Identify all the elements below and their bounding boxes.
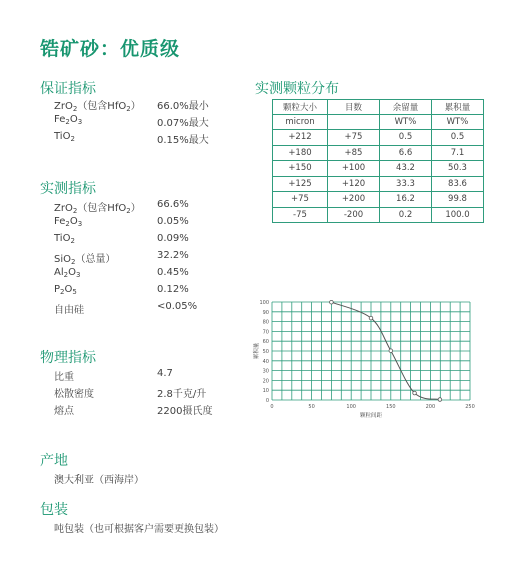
table-cell: -75 <box>273 207 328 223</box>
table-cell: 7.1 <box>432 145 484 161</box>
label-part: TiO <box>54 233 71 244</box>
table-row <box>273 161 484 177</box>
measured-value: <0.05% <box>157 301 198 312</box>
packaging-heading: 包装 <box>40 502 68 518</box>
table-cell: 43.2 <box>380 161 432 177</box>
label-part: O <box>68 267 76 278</box>
physical-label <box>54 402 74 417</box>
table-cell: +85 <box>328 145 380 161</box>
label-subscript: 3 <box>77 220 83 228</box>
data-point <box>330 300 334 304</box>
x-tick-label: 50 <box>308 404 315 410</box>
label-subscript: 2 <box>60 288 65 296</box>
table-row <box>273 145 484 161</box>
table-cell: 99.8 <box>432 192 484 208</box>
table-cell: +100 <box>328 161 380 177</box>
guarantee-label <box>54 97 141 112</box>
label-subscript: 2 <box>126 207 131 215</box>
table-cell: +180 <box>273 145 328 161</box>
label-part: 自由硅 <box>54 305 84 316</box>
x-tick-label: 0 <box>270 404 274 410</box>
label-subscript: 2 <box>65 220 70 228</box>
table-cell: 0.2 <box>380 207 432 223</box>
measured-value: 0.05% <box>157 216 189 227</box>
table-header-cell <box>328 115 380 130</box>
guarantee-row <box>54 114 254 128</box>
label-part: （包含HfO <box>77 203 127 214</box>
label-part: （包含HfO <box>77 101 127 112</box>
page-title: 锆矿砂：优质级 <box>40 38 181 60</box>
table-cell: 33.3 <box>380 176 432 192</box>
y-tick-label: 90 <box>262 309 269 316</box>
x-tick-label: 200 <box>425 404 436 410</box>
table-header-cell: 累积量 <box>432 100 484 115</box>
label-part: ） <box>130 101 141 112</box>
label-subscript: 2 <box>70 135 75 143</box>
label-subscript: 2 <box>72 105 78 113</box>
label-part: SiO <box>54 254 71 265</box>
table-cell: -200 <box>328 207 380 223</box>
y-tick-label: 70 <box>262 329 269 336</box>
y-tick-label: 40 <box>262 358 269 365</box>
table-cell: +150 <box>273 161 328 177</box>
table-cell: 6.6 <box>380 145 432 161</box>
label-part: （总量） <box>75 254 116 265</box>
x-tick-label: 150 <box>386 404 396 410</box>
label-subscript: 2 <box>71 258 76 266</box>
y-tick-label: 30 <box>262 368 269 375</box>
measured-value: 0.09% <box>157 233 189 244</box>
measured-heading: 实测指标 <box>40 181 96 197</box>
physical-heading: 物理指标 <box>40 350 96 366</box>
data-point <box>389 349 393 353</box>
label-subscript: 2 <box>65 118 70 126</box>
guarantee-value: 0.07%最大 <box>157 118 209 129</box>
table-header-cell: 余留量 <box>380 100 432 115</box>
guarantee-label <box>54 131 75 142</box>
label-part: ZrO <box>54 203 73 214</box>
table-header-cell: 颗粒大小 <box>273 100 328 115</box>
x-tick-label: 100 <box>346 404 356 410</box>
measured-value: 0.45% <box>157 267 189 278</box>
y-tick-label: 10 <box>262 388 269 395</box>
table-cell: +125 <box>273 176 328 192</box>
physical-row <box>54 385 254 399</box>
measured-label <box>54 216 82 227</box>
y-tick-label: 20 <box>262 378 269 385</box>
table-cell: 16.2 <box>380 192 432 208</box>
table-header-cell: WT% <box>380 115 432 130</box>
label-subscript: 2 <box>72 207 78 215</box>
measured-label <box>54 199 141 214</box>
label-subscript: 3 <box>77 118 83 126</box>
label-part: Fe <box>54 216 66 227</box>
label-subscript: 2 <box>63 271 69 279</box>
y-tick-label: 60 <box>262 339 269 346</box>
data-point <box>413 391 417 395</box>
table-row <box>273 130 484 146</box>
measured-label <box>54 267 80 278</box>
label-part: Al <box>54 267 64 278</box>
label-part: O <box>69 216 78 227</box>
y-tick-label: 100 <box>259 300 269 306</box>
table-cell: +200 <box>328 192 380 208</box>
physical-label <box>54 385 94 400</box>
guarantee-value: 0.15%最大 <box>157 135 209 146</box>
label-part: 熔点 <box>54 406 74 417</box>
measured-row <box>54 301 254 315</box>
guarantee-row <box>54 131 254 145</box>
physical-value: 4.7 <box>157 368 173 379</box>
data-point <box>438 398 442 402</box>
physical-value: 2.8千克/升 <box>157 389 207 400</box>
label-subscript: 3 <box>75 271 81 279</box>
cumulative-chart <box>250 294 480 424</box>
origin-heading: 产地 <box>40 453 68 469</box>
measured-row <box>54 267 254 281</box>
label-part: ZrO <box>54 101 73 112</box>
data-point <box>369 316 373 320</box>
label-part: P <box>54 284 61 295</box>
label-part: 松散密度 <box>54 389 94 400</box>
table-row <box>273 192 484 208</box>
y-axis-label: 累积量 <box>254 342 260 360</box>
measured-value: 66.6% <box>157 199 189 210</box>
table-cell: 100.0 <box>432 207 484 223</box>
table-row <box>273 176 484 192</box>
x-tick-label: 250 <box>465 404 475 410</box>
physical-label <box>54 368 74 383</box>
label-subscript: 5 <box>72 288 77 296</box>
label-part: O <box>64 284 73 295</box>
y-tick-label: 0 <box>265 398 269 404</box>
measured-row <box>54 216 254 230</box>
guarantee-heading: 保证指标 <box>40 81 96 97</box>
label-subscript: 2 <box>70 237 75 245</box>
table-cell: +120 <box>328 176 380 192</box>
size-distribution-table <box>272 99 484 223</box>
table-cell: +75 <box>328 130 380 146</box>
origin-text: 澳大利亚（西海岸） <box>54 475 144 486</box>
label-part: Fe <box>54 114 66 125</box>
x-axis-label: 颗粒间距 <box>359 413 383 419</box>
measured-row <box>54 250 254 264</box>
measured-value: 32.2% <box>157 250 189 261</box>
table-cell: 83.6 <box>432 176 484 192</box>
table-header-row <box>273 100 484 115</box>
guarantee-label <box>54 114 82 125</box>
table-cell: 0.5 <box>432 130 484 146</box>
label-subscript: 2 <box>126 105 131 113</box>
measured-label <box>54 284 77 295</box>
measured-row <box>54 199 254 213</box>
measured-value: 0.12% <box>157 284 189 295</box>
measured-label <box>54 233 75 244</box>
physical-row <box>54 368 254 382</box>
table-cell: 50.3 <box>432 161 484 177</box>
size-distribution-heading: 实测颗粒分布 <box>255 81 339 97</box>
y-tick-label: 80 <box>262 319 269 326</box>
label-part: 比重 <box>54 372 74 383</box>
y-tick-label: 50 <box>262 349 269 355</box>
table-header-cell: micron <box>273 115 328 130</box>
table-row <box>273 207 484 223</box>
measured-row <box>54 233 254 247</box>
table-cell: +212 <box>273 130 328 146</box>
table-header-cell: 目数 <box>328 100 380 115</box>
table-cell: 0.5 <box>380 130 432 146</box>
table-cell: +75 <box>273 192 328 208</box>
table-header-row <box>273 115 484 130</box>
packaging-text: 吨包装（也可根据客户需要更换包装） <box>54 524 224 535</box>
physical-row <box>54 402 254 416</box>
measured-label <box>54 250 115 265</box>
label-part: TiO <box>54 131 71 142</box>
label-part: O <box>69 114 78 125</box>
table-header-cell: WT% <box>432 115 484 130</box>
label-part: ） <box>130 203 141 214</box>
measured-label <box>54 301 84 316</box>
guarantee-row <box>54 97 254 111</box>
physical-value: 2200摄氏度 <box>157 406 213 417</box>
measured-row <box>54 284 254 298</box>
guarantee-value: 66.0%最小 <box>157 101 209 112</box>
